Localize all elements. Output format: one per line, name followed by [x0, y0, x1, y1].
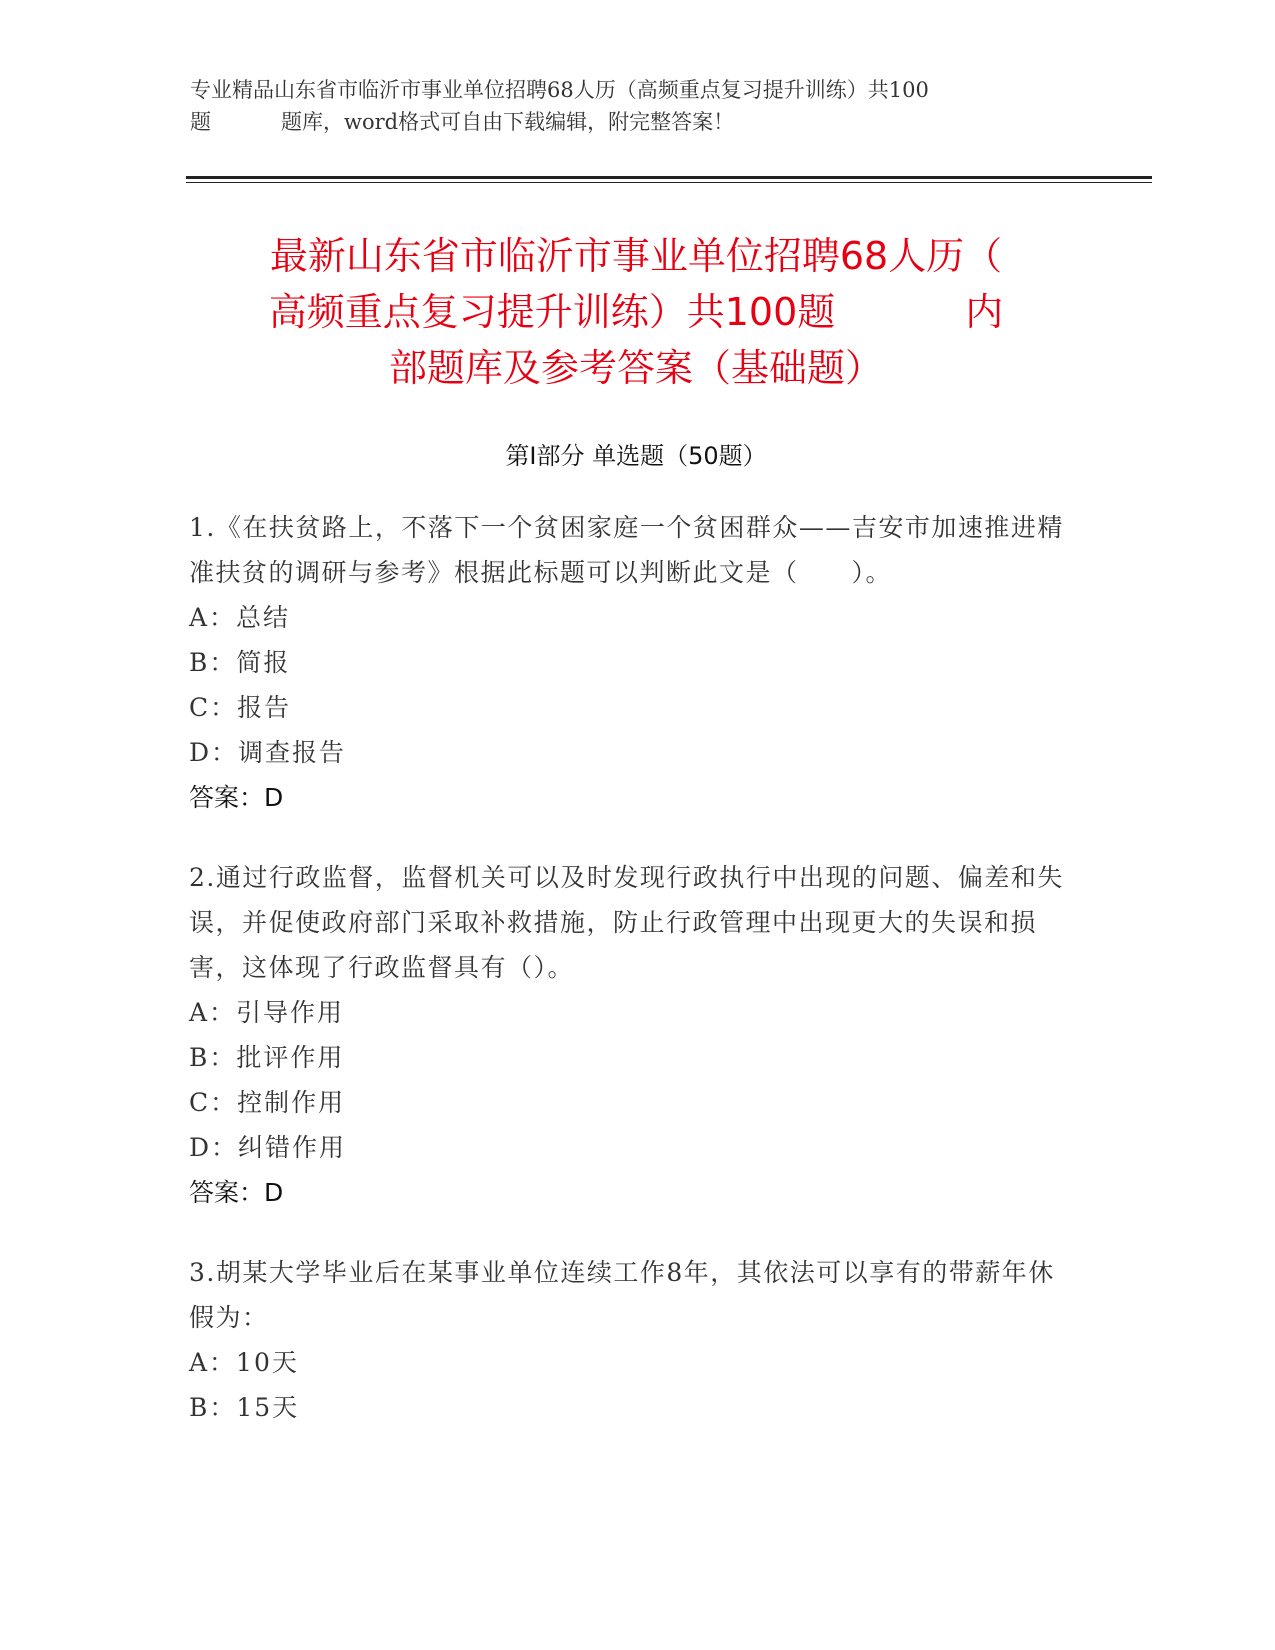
- question-1: [189, 505, 1069, 820]
- section-title: 第Ⅰ部分 单选题（50题）: [505, 442, 767, 470]
- title-line1: 最新山东省市临沂市事业单位招聘68人历（: [269, 234, 1003, 278]
- header-divider-thin: [186, 182, 1152, 183]
- header-note-line1: 专业精品山东省市临沂市事业单位招聘68人历（高频重点复习提升训练）共100: [190, 78, 929, 102]
- answer-line: 答案：D: [189, 1178, 284, 1207]
- document-title: [186, 228, 1086, 396]
- option-c: C：控制作用: [189, 1088, 346, 1117]
- option-b: B：批评作用: [189, 1043, 345, 1072]
- title-line3: 部题库及参考答案（基础题）: [388, 346, 883, 390]
- option-b: B：15天: [189, 1393, 300, 1422]
- option-a: A：引导作用: [189, 998, 345, 1027]
- option-b: B：简报: [189, 648, 291, 677]
- option-a: A：总结: [189, 603, 291, 632]
- header-note-line2-start: 题: [190, 110, 211, 134]
- question-stem: 3.胡某大学毕业后在某事业单位连续工作8年，其依法可以享有的带薪年休假为：: [189, 1258, 1055, 1332]
- title-line2-end: 内: [965, 290, 1004, 334]
- option-d: D：调查报告: [189, 738, 347, 767]
- option-a: A：10天: [189, 1348, 299, 1377]
- header-note-line2-rest: 题库，word格式可自由下载编辑，附完整答案！: [281, 110, 735, 134]
- header-note-line2: [190, 106, 1070, 138]
- question-stem: 2.通过行政监督，监督机关可以及时发现行政执行中出现的问题、偏差和失误，并促使政府部门采取补救措施，防止行政管理中出现更大的失误和损害，这体现了行政监督具有（）。: [189, 863, 1064, 982]
- answer-line: 答案：D: [189, 783, 284, 812]
- option-c: C：报告: [189, 693, 292, 722]
- option-d: D：纠错作用: [189, 1133, 347, 1162]
- header-divider-thick: [186, 176, 1152, 179]
- question-3: [189, 1250, 1069, 1430]
- header-note: [190, 74, 1070, 138]
- question-stem: 1.《在扶贫路上，不落下一个贫困家庭一个贫困群众——吉安市加速推进精准扶贫的调研与参考》根据此标题可以判断此文是（ ）。: [189, 513, 1064, 587]
- title-line2-start: 高频重点复习提升训练）共100题: [268, 290, 836, 334]
- question-2: [189, 855, 1069, 1215]
- title-line2: [186, 284, 1086, 340]
